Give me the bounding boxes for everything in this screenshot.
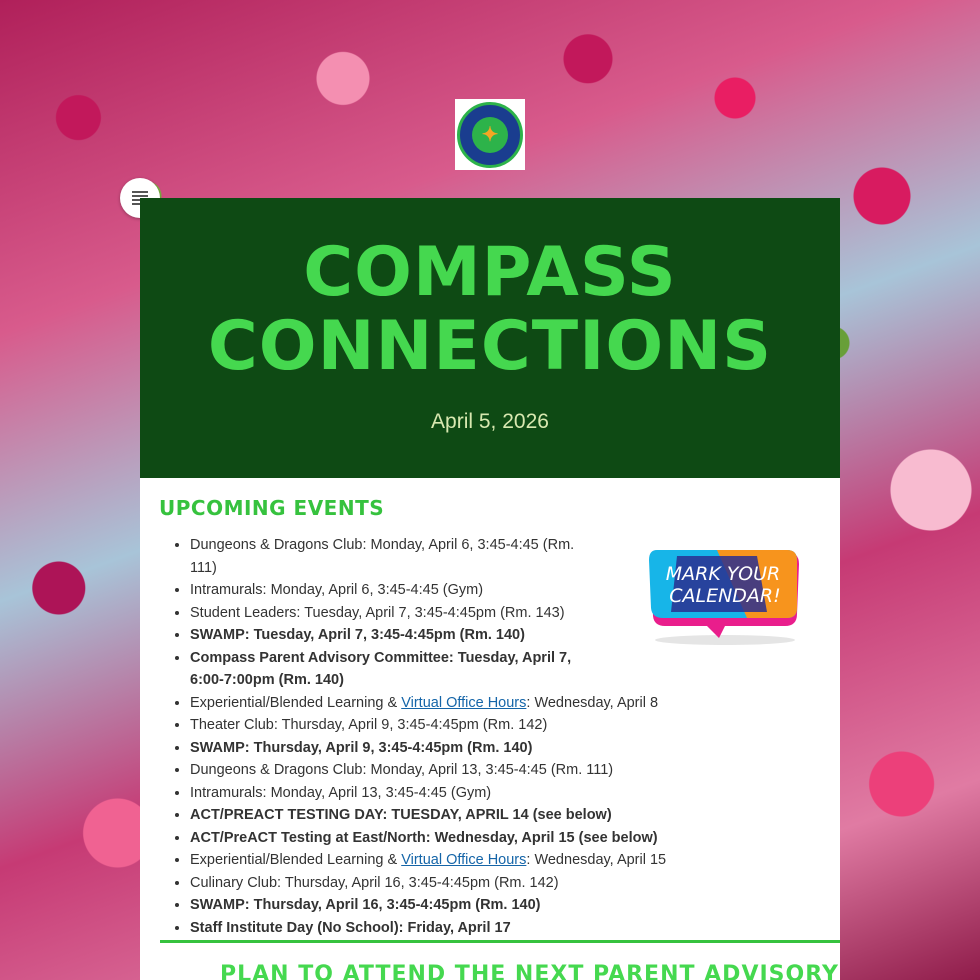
event-item: • Dungeons & Dragons Club: Monday, April 6, 3:45-4:45 (Rm. 111) xyxy=(190,534,600,579)
parent-advisory-heading: PLAN TO ATTEND THE NEXT PARENT ADVISORY xyxy=(220,962,839,980)
virtual-office-hours-link[interactable]: Virtual Office Hours xyxy=(401,852,527,868)
school-logo xyxy=(455,99,525,170)
event-item: • SWAMP: Thursday, April 16, 3:45-4:45pm (Rm. 140) xyxy=(190,894,840,917)
event-text: : Wednesday, April 15 xyxy=(526,852,667,868)
event-item: • Intramurals: Monday, April 13, 3:45-4:45 (Gym) xyxy=(190,782,840,805)
mark-your-calendar-sticker xyxy=(647,546,803,646)
event-item: • Student Leaders: Tuesday, April 7, 3:45-4:45pm (Rm. 143) xyxy=(190,602,600,625)
event-item: • SWAMP: Tuesday, April 7, 3:45-4:45pm (Rm. 140) xyxy=(190,624,600,647)
event-item: • ACT/PREACT TESTING DAY: TUESDAY, APRIL 14 (see below) xyxy=(190,804,840,827)
event-text: Experiential/Blended Learning & xyxy=(190,694,402,711)
event-text: : Wednesday, April 8 xyxy=(526,694,659,711)
event-item xyxy=(190,692,840,715)
event-item: • ACT/PreACT Testing at East/North: Wednesday, April 15 (see below) xyxy=(190,827,840,850)
upcoming-events-heading: UPCOMING EVENTS xyxy=(159,496,385,520)
section-divider xyxy=(160,940,840,943)
event-item: • Dungeons & Dragons Club: Monday, April 13, 3:45-4:45 (Rm. 111) xyxy=(190,759,840,782)
virtual-office-hours-link[interactable]: Virtual Office Hours xyxy=(401,694,527,711)
newsletter-date: April 5, 2026 xyxy=(431,410,549,433)
school-crest-icon: ✦ xyxy=(457,102,523,168)
sticker-line-1: MARK YOUR xyxy=(665,563,781,585)
title-line-1: COMPASS xyxy=(303,233,677,312)
event-item xyxy=(190,849,840,872)
event-item: • Theater Club: Thursday, April 9, 3:45-4:45pm (Rm. 142) xyxy=(190,714,840,737)
event-item: • SWAMP: Thursday, April 9, 3:45-4:45pm (Rm. 140) xyxy=(190,737,840,760)
newsletter-title xyxy=(140,233,840,386)
event-item: • Culinary Club: Thursday, April 16, 3:45-4:45pm (Rm. 142) xyxy=(190,872,840,895)
event-item: • Intramurals: Monday, April 6, 3:45-4:45 (Gym) xyxy=(190,579,600,602)
event-text: Experiential/Blended Learning & xyxy=(190,852,402,868)
event-item: • Staff Institute Day (No School): Friday, April 17 xyxy=(190,917,840,940)
sticker-line-2: CALENDAR! xyxy=(669,585,781,607)
newsletter-header xyxy=(140,198,840,478)
event-item: • Compass Parent Advisory Committee: Tuesday, April 7, 6:00-7:00pm (Rm. 140) xyxy=(190,647,600,692)
newsletter-card xyxy=(140,198,840,980)
title-line-2: CONNECTIONS xyxy=(207,307,773,386)
